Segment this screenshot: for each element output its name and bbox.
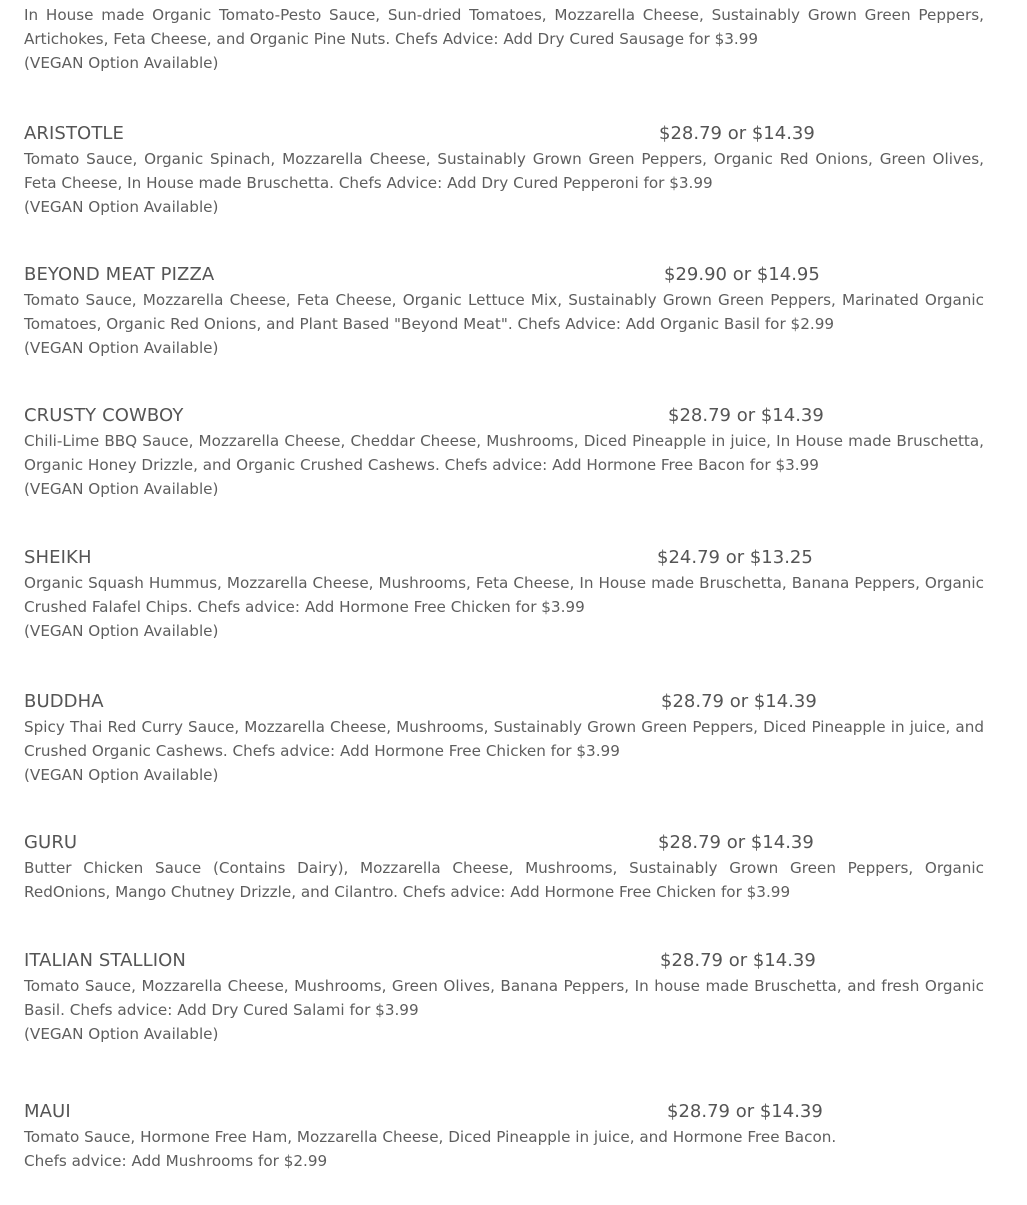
item-description: Tomato Sauce, Mozzarella Cheese, Mushrooms, Green Olives, Banana Peppers, In house made Bruschetta, and fresh Organic Basil. Chefs advice: Add Dry Cured Salami for $3.99 [24, 977, 984, 1019]
item-price: $28.79 or $14.39 [661, 691, 817, 712]
menu-item-sheikh [24, 545, 984, 643]
menu-item-guru [24, 830, 984, 904]
item-description: Organic Squash Hummus, Mozzarella Cheese, Mushrooms, Feta Cheese, In House made Bruschetta, Banana Peppers, Organic Crushed Falafel Chips. Chefs advice: Add Hormone Free Chicken for $3.99 [24, 574, 984, 616]
item-description: Butter Chicken Sauce (Contains Dairy), Mozzarella Cheese, Mushrooms, Sustainably Grown Green Peppers, Organic RedOnions, Mango Chutney Drizzle, and Cilantro. Chefs advice: Add Hormone Free Chicken for $3.99 [24, 859, 984, 901]
vegan-note: (VEGAN Option Available) [24, 766, 219, 784]
menu-item-buddha [24, 689, 984, 787]
vegan-note: (VEGAN Option Available) [24, 339, 219, 357]
menu-item-italian-stallion [24, 948, 984, 1046]
item-description: Tomato Sauce, Mozzarella Cheese, Feta Cheese, Organic Lettuce Mix, Sustainably Grown Green Peppers, Marinated Organic Tomatoes, Organic Red Onions, and Plant Based "Beyond Meat". Chefs Advice: Add Organic Basil for $2.99 [24, 291, 984, 333]
vegan-note: (VEGAN Option Available) [24, 54, 219, 72]
item-description-line-1: Tomato Sauce, Hormone Free Ham, Mozzarella Cheese, Diced Pineapple in juice, and Hormone Free Bacon. [24, 1128, 837, 1146]
item-name: GURU [24, 832, 78, 853]
item-price: $28.79 or $14.39 [667, 1101, 823, 1122]
item-name: ITALIAN STALLION [24, 950, 186, 971]
vegan-note: (VEGAN Option Available) [24, 1025, 219, 1043]
menu-item-intro [24, 3, 984, 75]
vegan-note: (VEGAN Option Available) [24, 198, 219, 216]
item-name: CRUSTY COWBOY [24, 405, 184, 426]
item-name: MAUI [24, 1101, 71, 1122]
menu-item-aristotle [24, 121, 984, 219]
menu-item-maui [24, 1099, 984, 1173]
item-name: BEYOND MEAT PIZZA [24, 264, 215, 285]
item-name: SHEIKH [24, 547, 92, 568]
item-price: $28.79 or $14.39 [668, 405, 824, 426]
item-price: $24.79 or $13.25 [657, 547, 813, 568]
item-name: BUDDHA [24, 691, 104, 712]
item-description: Chili-Lime BBQ Sauce, Mozzarella Cheese, Cheddar Cheese, Mushrooms, Diced Pineapple in juice, In House made Bruschetta, Organic Honey Drizzle, and Organic Crushed Cashews. Chefs advice: Add Hormone Free Bacon for $3.99 [24, 432, 984, 474]
item-price: $28.79 or $14.39 [660, 950, 816, 971]
item-price: $28.79 or $14.39 [659, 123, 815, 144]
item-price: $28.79 or $14.39 [658, 832, 814, 853]
item-name: ARISTOTLE [24, 123, 125, 144]
item-price: $29.90 or $14.95 [664, 264, 820, 285]
menu-item-crusty-cowboy [24, 403, 984, 501]
vegan-note: (VEGAN Option Available) [24, 480, 219, 498]
item-description-line-2: Chefs advice: Add Mushrooms for $2.99 [24, 1152, 328, 1170]
menu-item-beyond-meat-pizza [24, 262, 984, 360]
vegan-note: (VEGAN Option Available) [24, 622, 219, 640]
item-description: Spicy Thai Red Curry Sauce, Mozzarella Cheese, Mushrooms, Sustainably Grown Green Peppers, Diced Pineapple in juice, and Crushed Organic Cashews. Chefs advice: Add Hormone Free Chicken for $3.99 [24, 718, 984, 760]
item-description: In House made Organic Tomato-Pesto Sauce, Sun-dried Tomatoes, Mozzarella Cheese, Sustainably Grown Green Peppers, Artichokes, Feta Cheese, and Organic Pine Nuts. Chefs Advice: Add Dry Cured Sausage for $3.99 [24, 6, 984, 48]
item-description: Tomato Sauce, Organic Spinach, Mozzarella Cheese, Sustainably Grown Green Peppers, Organic Red Onions, Green Olives, Feta Cheese, In House made Bruschetta. Chefs Advice: Add Dry Cured Pepperoni for $3.99 [24, 150, 984, 192]
